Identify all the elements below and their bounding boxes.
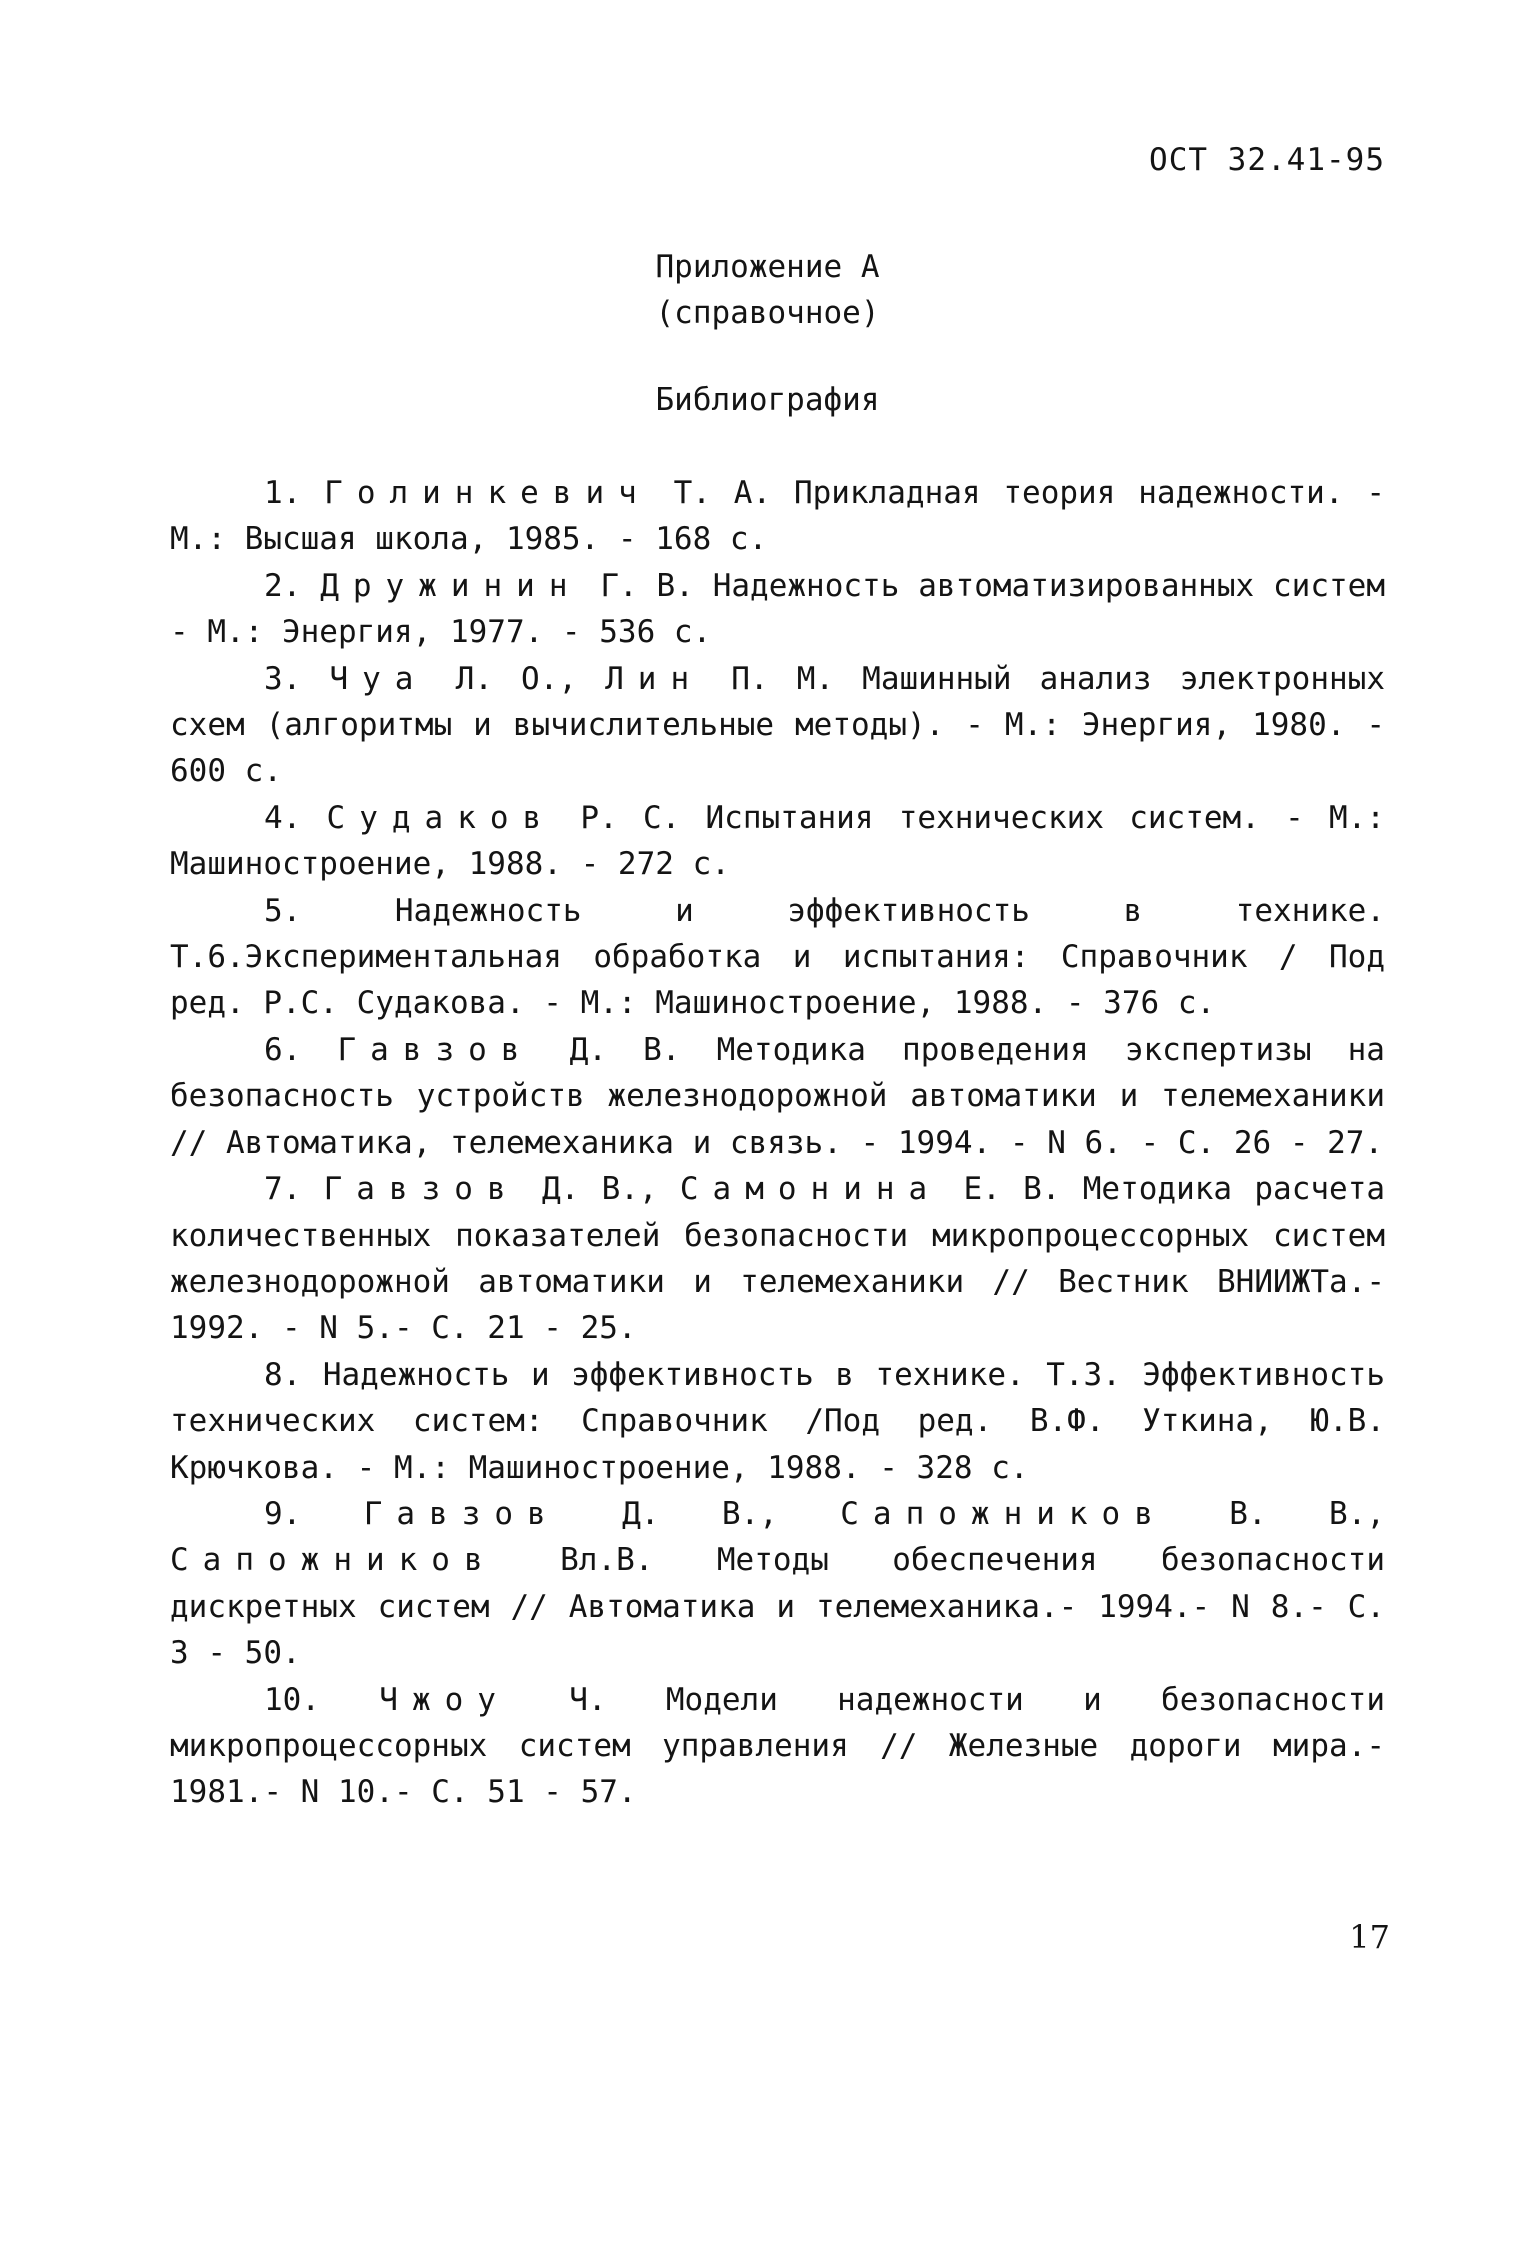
document-code: ОСТ 32.41-95 xyxy=(1149,142,1385,178)
entry-author: Чжоу xyxy=(379,1681,510,1718)
entry-author: Гавзов xyxy=(363,1495,560,1532)
entry-number: 9. xyxy=(264,1495,302,1532)
entry-author: Голинкевич xyxy=(324,475,651,511)
entry-text: Испытания технических систем. - М.: Машиностроение, 1988. - 272 с. xyxy=(170,799,1385,883)
entry-initials-3: Вл.В. xyxy=(560,1542,654,1579)
entry-text: Методы обеспечения безопасности дискретных систем // Автоматика и телемеханика.- 1994.- N 8.- С. 3 - 50. xyxy=(170,1542,1386,1672)
entry-author-2: Сапожников xyxy=(840,1495,1167,1532)
entry-initials: Д. В., xyxy=(541,1171,658,1208)
entry-initials: Л. О., xyxy=(455,660,578,697)
entry-number: 6. xyxy=(264,1031,302,1068)
appendix-subtitle: (справочное) xyxy=(655,295,880,331)
appendix-title: Приложение А xyxy=(655,249,880,285)
bibliography-list xyxy=(170,470,1385,1816)
entry-author: Судаков xyxy=(326,799,556,836)
entry-text: Надежность и эффективность в технике. Т.3. Эффективность технических систем: Справочник /Под ред. В.Ф. Уткина, Ю.В. Крючкова. - М.: Машиностроение, 1988. - 328 с. xyxy=(170,1356,1385,1486)
entry-author: Дружинин xyxy=(320,567,582,604)
entry-author: Чуа xyxy=(329,660,428,697)
entry-author: Гавзов xyxy=(337,1031,534,1068)
entry-text: Методика расчета количественных показателей безопасности микропроцессорных систем железнодорожной автоматики и телемеханики // Вестник ВНИИЖТа.- 1992. - N 5.- С. 21 - 25. xyxy=(170,1171,1386,1347)
entry-number: 2. xyxy=(264,567,302,604)
entry-initials: Р. С. xyxy=(580,799,681,836)
bibliography-entry-7 xyxy=(170,1166,1385,1352)
entry-text: Модели надежности и безопасности микропроцессорных систем управления // Железные дороги мира.- 1981.- N 10.- С. 51 - 57. xyxy=(170,1681,1385,1811)
entry-text: Надежность и эффективность в технике. Т.6.Экспериментальная обработка и испытания: Справочник / Под ред. Р.С. Судакова. - М.: Машиностроение, 1988. - 376 с. xyxy=(170,892,1385,1022)
appendix-heading xyxy=(0,244,1535,336)
entry-initials-2: В. В., xyxy=(1229,1495,1386,1532)
entry-author-2: Лин xyxy=(605,660,704,697)
entry-text: Методика проведения экспертизы на безопасность устройств железнодорожной автоматики и телемеханики // Автоматика, телемеханика и связь. - 1994. - N 6. - С. 26 - 27. xyxy=(170,1031,1385,1161)
entry-initials: Ч. xyxy=(569,1681,607,1718)
bibliography-entry-1 xyxy=(170,470,1385,563)
page-number: 17 xyxy=(1349,1918,1390,1956)
entry-number: 10. xyxy=(264,1681,320,1718)
entry-number: 1. xyxy=(264,475,302,511)
bibliography-entry-2 xyxy=(170,563,1385,656)
entry-text: Прикладная теория надежности. - М.: Высшая школа, 1985. - 168 с. xyxy=(170,475,1385,558)
entry-author-3: Сапожников xyxy=(170,1542,497,1579)
entry-number: 4. xyxy=(264,799,302,836)
entry-initials: Д. В., xyxy=(622,1495,778,1532)
entry-text: Машинный анализ электронных схем (алгоритмы и вычислительные методы). - М.: Энергия, 1980. - 600 с. xyxy=(170,660,1385,790)
entry-initials: Т. А. xyxy=(673,475,772,511)
entry-author: Гавзов xyxy=(323,1171,520,1208)
entry-author-2: Самонина xyxy=(679,1171,942,1208)
entry-text: Надежность автоматизированных систем - М.: Энергия, 1977. - 536 с. xyxy=(170,567,1385,651)
entry-initials-2: Е. В. xyxy=(963,1171,1061,1208)
entry-number: 8. xyxy=(264,1356,302,1393)
bibliography-entry-10 xyxy=(170,1677,1385,1816)
bibliography-entry-3 xyxy=(170,656,1385,795)
entry-initials: Г. В. xyxy=(600,567,694,604)
entry-initials: Д. В. xyxy=(569,1031,681,1068)
bibliography-entry-4 xyxy=(170,795,1385,888)
bibliography-entry-9 xyxy=(170,1491,1385,1677)
bibliography-title: Библиография xyxy=(655,382,880,418)
entry-number: 3. xyxy=(264,660,302,697)
bibliography-entry-8 xyxy=(170,1352,1385,1491)
bibliography-entry-6 xyxy=(170,1027,1385,1166)
entry-number: 5. xyxy=(264,892,302,929)
bibliography-entry-5 xyxy=(170,888,1385,1027)
entry-number: 7. xyxy=(264,1171,302,1208)
entry-initials-2: П. М. xyxy=(731,660,835,697)
